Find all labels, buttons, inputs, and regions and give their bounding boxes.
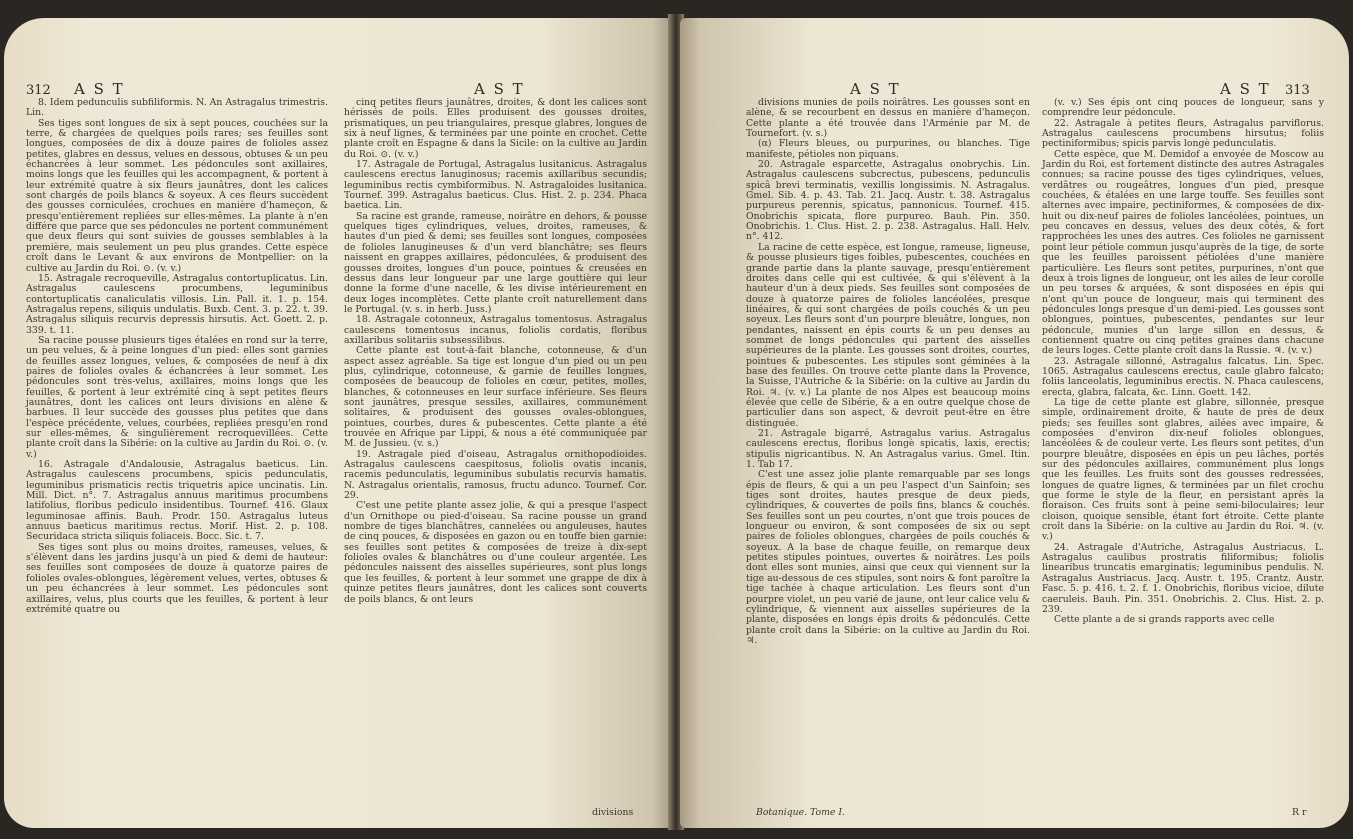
paragraph: Ses tiges sont plus ou moins droites, rameuses, velues, & s'élèvent dans les jardins jusqu'à un pied & demi de hauteur: ses feuilles sont composées de douze à quatorze paires de folioles ovales-oblongues, légèrement velues, vertes, obtuses & un peu échancrées à leur sommet. Les pédoncules sont axillaires, velus, plus courts que les feuilles, & portent à leur extrémité quatre ou	[26, 541, 328, 615]
paragraph: 15. Astragale recroqueville, Astragalus contortuplicatus. Lin. Astragalus caulescens procumbens, leguminibus contortuplicatis canaliculatis villosis. Lin. Pall. it. 1. p. 154. Astragalus repens, siliquis undulatis. Buxb. Cent. 3. p. 22. t. 39. Astragalus siliquis recurvis depressis hirsutis. Act. Goett. 2. p. 339. t. 11.	[26, 272, 328, 336]
paragraph: 17. Astragale de Portugal, Astragalus lusitanicus. Astragalus caulescens erectus lanuginosus; racemis axillaribus secundis; leguminibus rectis cymbiformibus. N. Astragaloides lusitanica. Tournef. 399. Astragalus baeticus. Clus. Hist. 2. p. 234. Phaca baetica. Lin.	[344, 159, 647, 212]
book-spread	[4, 6, 1349, 833]
running-head-left-a: A S T	[74, 80, 125, 98]
signature-mark: R r	[1292, 807, 1307, 818]
paragraph: 23. Astragale sillonné, Astragalus falcatus. Lin. Spec. 1065. Astragalus caulescens erectus, caule glabro falcato; foliis lanceolatis, leguminibus erectis. N. Phaca caulescens, erecta, glabra, falcata, &c. Linn. Goett. 142.	[1042, 355, 1324, 398]
catchword-left: divisions	[592, 807, 634, 818]
right-column-2	[1042, 98, 1324, 626]
paragraph: divisions munies de poils noirâtres. Les gousses sont en alène, & se recourbent en dessus en manière d'hameçon. Cette plante a été trouvée dans l'Arménie par M. de Tournefort. (v. s.)	[746, 97, 1030, 140]
right-column-1	[746, 98, 1030, 646]
paragraph: 24. Astragale d'Autriche, Astragalus Austriacus. L. Astragalus caulibus prostratis filiformibus; foliolis linearibus truncatis emarginatis; leguminibus pendulis. N. Astragalus Austriacus. Jacq. Austr. t. 195. Crantz. Austr. Fasc. 5. p. 416. t. 2. f. 1. Onobrichis, floribus vicioe, dilute caeruleis. Bauh. Pin. 351. Onobrichis. 2. Clus. Hist. 2. p. 239.	[1042, 541, 1324, 615]
paragraph: Cette plante est tout-à-fait blanche, cotonneuse, & d'un aspect assez agréable. Sa tige est longue d'un pied ou un peu plus, cylindrique, cotonneuse, & garnie de feuilles longues, composées de beaucoup de folioles en cœur, petites, molles, blanches, & cotonneuses en leur surface inférieure. Ses fleurs sont jaunâtres, presque sessiles, axillaires, communément solitaires, & produisent des gousses ovales-oblongues, pointues, courbes, dures & pubescentes. Cette plante a été trouvée en Afrique par Lippi, & nous a été communiquée par M. de Jussieu. (v. s.)	[344, 345, 647, 450]
left-column-2	[344, 98, 647, 605]
paragraph: Cette plante a de si grands rapports avec celle	[1054, 614, 1275, 626]
paragraph: Sa racine pousse plusieurs tiges étalées en rond sur la terre, un peu velues, & à peine longues d'un pied: elles sont garnies de feuilles assez longues, velues, & composées de neuf à dix paires de folioles ovales & échancrées à leur sommet. Les pédoncules sont très-velus, axillaires, moins longs que les feuilles, & portent à leur extrémité cinq à sept petites fleurs jaunâtres, dont les calices ont leurs divisions en alène & barbues. Il leur succède des gousses plus petites que dans l'espèce précédente, velues, courbées, repliées presqu'en rond sur elles-mêmes, & singulièrement recroquevillées. Cette plante croît dans la Sibérie: on la cultive au Jardin du Roi. ⊙. (v. v.)	[26, 334, 328, 460]
paragraph: 18. Astragale cotonneux, Astragalus tomentosus. Astragalus caulescens tomentosus incanus, foliolis cordatis, floribus axillaribus solitariis subsessilibus.	[344, 314, 647, 346]
paragraph: Cette espèce, que M. Demidof a envoyée de Moscow au Jardin du Roi, est fortement distincte des autres Astragales connues; sa racine pousse des tiges cylindriques, velues, verdâtres ou rougeâtres, longues d'un pied, presque couchées, & étalées en une large touffe. Ses feuilles sont alternes avec impaire, pectiniformes, & composées de dix-huit ou dix-neuf paires de folioles lancéolées, pointues, un peu concaves en dessus, velues des deux côtés, & fort rapprochées les unes des autres. Ces folioles ne garnissent point leur pétiole commun jusqu'auprès de la tige, de sorte que les feuilles paroissent pétiolées d'une manière particulière. Les fleurs sont petites, purpurines, n'ont que deux à trois lignes de longueur, ont les ailes de leur corolle un peu torses & arquées, & sont disposées en épis qui n'ont qu'un pouce de longueur, mais qui terminent des pédoncules longs presque d'un demi-pied. Les gousses sont oblongues, pointues, pubescentes, pendantes sur leur pédoncule, munies d'un large sillon en dessus, & contiennent quatre ou cinq petites graines dans chacune de leurs loges. Cette plante croît dans la Russie. ♃. (v. v.)	[1042, 148, 1324, 357]
volume-footer: Botanique. Tome I.	[756, 807, 845, 818]
page-number-left: 312	[26, 83, 51, 98]
running-head-left-b: A S T	[474, 80, 525, 98]
right-page	[680, 18, 1349, 828]
paragraph: La tige de cette plante est glabre, sillonnée, presque simple, ordinairement droite, & haute de près de deux pieds; ses feuilles sont glabres, ailées avec impaire, & composées d'environ dix-neuf folioles oblongues, lancéolées & de couleur verte. Les fleurs sont petites, d'un pourpre bleuâtre, disposées en épis un peu lâches, portés sur des pédoncules axillaires, communément plus longs que les feuilles. Les fruits sont des gousses redressées, longues de quatre lignes, & terminées par un filet crochu que forme le style de la fleur, en persistant après la floraison. Ces fruits sont à peine semi-biloculaires; leur cloison, quoique sensible, étant fort étroite. Cette plante croît dans la Sibérie: on la cultive au Jardin du Roi. ♃. (v. v.)	[1042, 396, 1324, 543]
page-number-right: 313	[1285, 83, 1310, 98]
paragraph: 22. Astragale à petites fleurs, Astragalus parviflorus. Astragalus caulescens procumbens hirsutus; foliis pectiniformibus; spicis parvis longè pedunculatis.	[1042, 117, 1324, 150]
paragraph: La racine de cette espèce, est longue, rameuse, ligneuse, & pousse plusieurs tiges foibles, pubescentes, couchées en grande partie dans la plante sauvage, presqu'entièrement droites dans celle qui est cultivée, & qui s'élèvent à la hauteur d'un à deux pieds. Ses feuilles sont composées de douze à quatorze paires de folioles lancéolées, presque linéaires, & qui sont chargées de poils couchés & un peu soyeux. Les fleurs sont d'un pourpre bleuâtre, longues, non pendantes, naissent en épis courts & un peu denses au sommet de longs pédoncules qui partent des aisselles supérieures de la plante. Les gousses sont droites, courtes, pointues & pubescentes. Les stipules sont géminées à la base des feuilles. On trouve cette plante dans la Provence, la Suisse, l'Autriche & la Sibérie: on la cultive au Jardin du Roi. ♃. (v. v.) La plante de nos Alpes est beaucoup moins élevée que celle de Sibérie, & a en outre quelque chose de particulier dans son aspect, & devroit peut-être en être distinguée.	[746, 241, 1030, 429]
paragraph: 16. Astragale d'Andalousie, Astragalus baeticus. Lin. Astragalus caulescens procumbens, spicis pedunculatis, leguminibus prismaticis rectis triquetris apice uncinatis. Lin. Mill. Dict. n°. 7. Astragalus annuus maritimus procumbens latifolius, floribus pediculo insidentibus. Tournef. 416. Glaux leguminosae affinis. Bauh. Prodr. 150. Astragalus luteus annuus baeticus maritimus rectus. Morif. Hist. 2. p. 108. Securidaca stricta siliquis foliaceis. Bocc. Sic. t. 7.	[26, 459, 328, 543]
paragraph: (v. v.) Ses épis ont cinq pouces de longueur, sans y comprendre leur pédoncule.	[1042, 97, 1324, 119]
paragraph: cinq petites fleurs jaunâtres, droites, & dont les calices sont hérissés de poils. Elles produisent des gousses droites, prismatiques, un peu triangulaires, presque glabres, longues de six à neuf lignes, & terminées par une pointe en crochet. Cette plante croît en Espagne & dans la Sicile: on la cultive au Jardin du Roi. ⊙. (v. v.)	[344, 97, 647, 160]
paragraph: (α) Fleurs bleues, ou purpurines, ou blanches. Tige manifeste, pétioles non piquans.	[746, 138, 1030, 160]
paragraph: C'est une assez jolie plante remarquable par ses longs épis de fleurs, & qui a un peu l'aspect d'un Sainfoin; ses tiges sont droites, hautes presque de deux pieds, cylindriques, & couvertes de poils fins, blancs & couchés. Ses feuilles sont un peu courtes, n'ont que trois pouces de longueur ou environ, & sont composées de six ou sept paires de folioles oblongues, chargées de poils couchés & soyeux. A la base de chaque feuille, on remarque deux petites stipules pointues, ouvertes & noirâtres. Les poils dont elles sont munies, ainsi que ceux qui viennent sur la tige au-dessous de ces stipules, sont noirs & font paroître la tige tachée à chaque articulation. Les fleurs sont d'un pourpre violet, un peu varié de jaune, ont leur calice velu & cylindrique, & viennent aux aisselles supérieures de la plante, disposées en longs épis droits & pédonculés. Cette plante croît dans la Sibérie: on la cultive au Jardin du Roi. ♃.	[746, 469, 1030, 646]
left-page	[4, 18, 672, 828]
paragraph: 20. Astragale esparcette, Astragalus onobrychis. Lin. Astragalus caulescens subcrectus, pubescens, pedunculis spicâ brevi terminatis, vexillis longissimis. N. Astragalus. Gmel. Sib. 4. p. 43. Tab. 21. Jacq. Austr. t. 38. Astragalus purpureus perennis, spicatus, pannonicus. Tournef. 415. Onobrichis spicata, flore purpureo. Bauh. Pin. 350. Onobrichis. 1. Clus. Hist. 2. p. 238. Astragalus. Hall. Helv. n°. 412.	[746, 159, 1030, 243]
paragraph: Ses tiges sont longues de six à sept pouces, couchées sur la terre, & chargées de quelques poils rares; ses feuilles sont longues, composées de dix à douze paires de folioles assez petites, glabres en dessus, velues en dessous, obtuses & un peu échancrées à leur sommet. Les pédoncules sont axillaires, moins longs que les feuilles qui les accompagnent, & portent à leur extrémité quatre à six fleurs jaunâtres, dont les calices sont chargés de poils blancs & soyeux. A ces fleurs succèdent des gousses corniculées, crochues en manière d'hameçon, & presqu'entièrement repliées sur elles-mêmes. La plante à n'en différe que parce que ses pédoncules ne portent communément que deux fleurs qui sont suivies de gousses semblables à la première, mais seulement un peu plus grandes. Cette espèce croît dans le Levant & aux environs de Montpellier: on la cultive au Jardin du Roi. ⊙. (v. v.)	[26, 117, 328, 274]
paragraph: Sa racine est grande, rameuse, noirâtre en dehors, & pousse quelques tiges cylindriques, velues, droites, rameuses, & hautes d'un pied & demi; ses feuilles sont longues, composées de folioles lanugineuses & d'un verd blanchâtre; ses fleurs naissent en grappes axillaires, pédonculées, & produisent des gousses droites, longues d'un pouce, pointues & creusées en dessus dans leur longueur par une large gouttière qui leur donne la forme d'une nacelle, & les divise intérieurement en deux loges incomplètes. Cette plante croît naturellement dans le Portugal. (v. s. in herb. Juss.)	[344, 210, 647, 315]
paragraph: 19. Astragale pied d'oiseau, Astragalus ornithopodioides. Astragalus caulescens caespitosus, foliolis ovatis incanis, racemis pedunculatis, leguminibus subulatis recurvis hamatis. N. Astragalus orientalis, ramosus, fructu adunco. Tournef. Cor. 29.	[344, 448, 647, 502]
running-head-right-a: A S T	[850, 80, 901, 98]
left-column-1	[26, 98, 328, 615]
paragraph: C'est une petite plante assez jolie, & qui a presque l'aspect d'un Ornithope ou pied-d'oiseau. Sa racine pousse un grand nombre de tiges blanchâtres, cannelées ou anguleuses, hautes de cinq pouces, & disposées en gazon ou en touffe bien garnie: ses feuilles sont petites & composées de treize à dix-sept folioles ovales & blanchâtres ou d'une couleur argentée. Les pédoncules naissent des aisselles supérieures, sont plus longs que les feuilles, & portent à leur sommet une grappe de dix à quinze petites fleurs jaunâtres, dont les calices sont couverts de poils blancs, & ont leurs	[344, 500, 647, 605]
paragraph: 21. Astragale bigarré, Astragalus varius. Astragalus caulescens erectus, floribus longè spicatis, laxis, erectis; stipulis nigricantibus. N. An Astragalus varius. Gmel. Itin. 1. Tab 17.	[746, 428, 1030, 471]
running-head-right-b: A S T	[1220, 80, 1271, 98]
paragraph: 8. Idem pedunculis subfiliformis. N. An Astragalus trimestris. Lin.	[26, 97, 328, 119]
